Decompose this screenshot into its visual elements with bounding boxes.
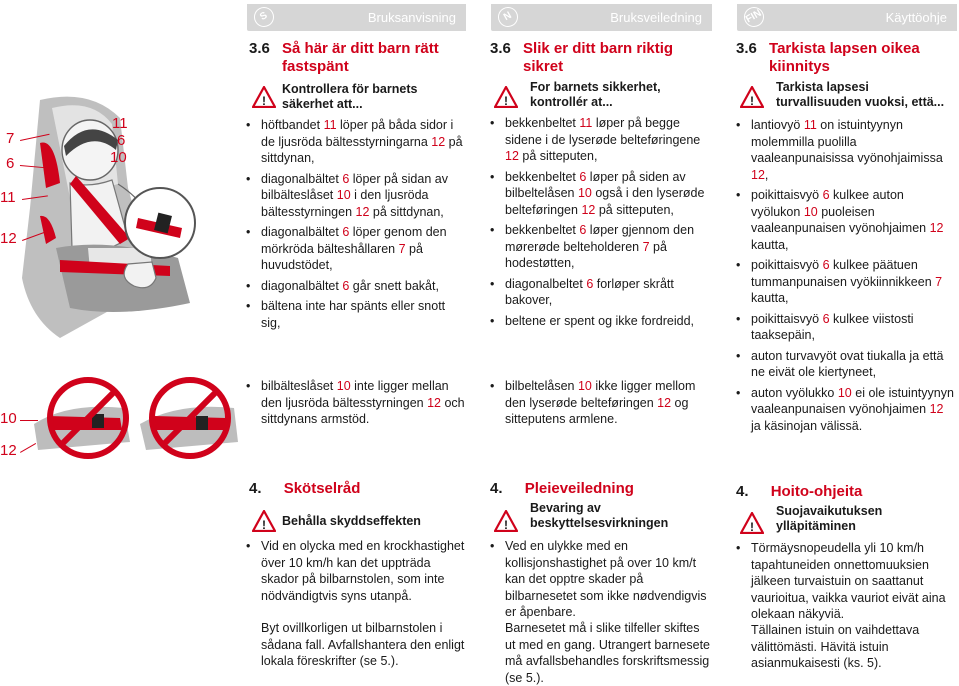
care-list-f4 xyxy=(734,540,956,623)
callout-11-inner: 11 xyxy=(112,115,128,132)
list-item: • bilbälteslåset 10 inte ligger mellan den ljusröda bältesstyrningen 12 och sittdynans armstöd. xyxy=(244,378,466,428)
care-note-n4: Barnesetet må i slike tilfeller skiftes ut med en gang. Utrangert barnesete må avfallsbehandles forskriftsmessig (se 5.). xyxy=(505,621,710,685)
warning-text: Behålla skyddseffekten xyxy=(282,514,421,528)
list-item: • poikittaisvyö 6 kulkee päätuen tummanpunaisen vyökiinnikkeen 7 kautta, xyxy=(734,257,956,307)
checklist-n36-lower xyxy=(488,378,712,432)
language-code-badge: FIN xyxy=(740,3,767,30)
section-number: 4. xyxy=(249,480,262,497)
section-heading: Skötselråd xyxy=(283,480,361,497)
warning-triangle-icon xyxy=(740,86,764,108)
callout-7: 7 xyxy=(6,130,15,147)
section-number: 3.6 xyxy=(490,40,511,57)
list-item: • bekkenbeltet 11 løper på begge sidene i de lyserøde belteføringene 12 på sitteputen, xyxy=(488,115,712,165)
list-item: • Vid en olycka med en krockhastighet över 10 km/h kan det uppträda skador på bilbarnstolen, som inte nödvändigtvis syns utanpå. xyxy=(244,538,466,604)
tab-swedish xyxy=(247,4,466,31)
callout-6-inner: 6 xyxy=(117,132,126,149)
list-item: • bekkenbeltet 6 løper gjennom den mørerøde belteholderen 7 på hodestøtten, xyxy=(488,222,712,272)
tab-norwegian xyxy=(491,4,712,31)
tab-label: Bruksveiledning xyxy=(610,10,702,25)
checklist-f36 xyxy=(734,117,956,438)
warning-triangle-icon xyxy=(494,86,518,108)
list-item: • höftbandet 11 löper på båda sidor i de ljusröda bältesstyrningarna 12 på sittdynan, xyxy=(244,117,466,167)
section-number: 4. xyxy=(736,483,749,500)
care-list-n4 xyxy=(488,538,712,621)
section-heading: Pleieveiledning xyxy=(524,480,634,497)
tab-label: Bruksanvisning xyxy=(367,10,456,25)
callout-6: 6 xyxy=(6,155,15,172)
callout-leader-line xyxy=(20,420,38,421)
section-heading: Tarkista lapsen oikea kiinnitys xyxy=(769,40,920,75)
list-item: • bältena inte har spänts eller snott sig, xyxy=(244,298,466,331)
section-number: 4. xyxy=(490,480,503,497)
tab-finnish xyxy=(737,4,957,31)
warning-text: Kontrollera för barnets säkerhet att... xyxy=(282,82,418,111)
callout-12: 12 xyxy=(0,230,17,247)
care-list-s4 xyxy=(244,538,466,604)
callout-12-bottom: 12 xyxy=(0,442,17,459)
svg-text:!: ! xyxy=(750,520,754,534)
svg-text:!: ! xyxy=(504,94,508,108)
incorrect-belt-illustration xyxy=(28,372,243,460)
svg-text:!: ! xyxy=(262,518,266,532)
callout-10: 10 xyxy=(0,410,17,427)
list-item: • bilbeltelåsen 10 ikke ligger mellom den lyserøde belteføringen 12 og sitteputens armlene. xyxy=(488,378,712,428)
section-title-n36 xyxy=(490,40,710,76)
care-note-s4: Byt ovillkorligen ut bilbarnstolen i sådana fall. Avfallshantera den enligt lokala föreskrifter (se 5.). xyxy=(261,621,465,668)
section-title-f36 xyxy=(736,40,956,76)
list-item: • Törmäysnopeudella yli 10 km/h tapahtuneiden onnettomuuksien jälkeen turvaistuin on saattanut vaurioitua, vaikka vauriot eivät aina olekaan näkyviä. xyxy=(734,540,956,623)
checklist-s36-lower xyxy=(244,378,466,432)
list-item: • auton vyölukko 10 ei ole istuintyynyn vaaleanpunaisen vyönohjaimen 12 ja käsinojan välissä. xyxy=(734,385,956,435)
care-note-f4: Tällainen istuin on vaihdettava välittömästi. Hävitä istuin asianmukaisesti (ks. 5). xyxy=(751,623,920,670)
section-heading: Slik er ditt barn riktig sikret xyxy=(523,40,674,75)
tab-label: Käyttöohje xyxy=(885,10,947,25)
section-heading: Hoito-ohjeita xyxy=(770,483,863,500)
checklist-n36 xyxy=(488,115,712,333)
checklist-s36 xyxy=(244,117,466,335)
language-code-badge: N xyxy=(494,3,521,30)
warning-triangle-icon xyxy=(494,510,518,532)
svg-text:!: ! xyxy=(750,94,754,108)
warning-text: For barnets sikkerhet, kontrollér at... xyxy=(530,80,661,109)
svg-text:!: ! xyxy=(504,518,508,532)
warning-text: Suojavaikutuksen ylläpitäminen xyxy=(776,504,883,533)
callout-11: 11 xyxy=(0,189,16,206)
warning-triangle-icon xyxy=(252,86,276,108)
list-item: • lantiovyö 11 on istuintyynyn molemmilla puolilla vaaleanpunaisissa vyönohjaimissa 12, xyxy=(734,117,956,183)
list-item: • diagonalbeltet 6 forløper skrått bakover, xyxy=(488,276,712,309)
warning-text: Bevaring av beskyttelsesvirkningen xyxy=(530,501,669,530)
list-item: • beltene er spent og ikke fordreidd, xyxy=(488,313,712,330)
section-heading: Så här är ditt barn rätt fastspänt xyxy=(282,40,439,75)
warning-triangle-icon xyxy=(740,512,764,534)
section-title-n4 xyxy=(490,480,710,498)
list-item: • diagonalbältet 6 löper genom den mörkröda bälteshållaren 7 på huvudstödet, xyxy=(244,224,466,274)
list-item: • diagonalbältet 6 löper på sidan av bilbälteslåset 10 i den ljusröda bältesstyrningen 12 på sittdynan, xyxy=(244,171,466,221)
warning-triangle-icon xyxy=(252,510,276,532)
list-item: • poikittaisvyö 6 kulkee viistosti taaksepäin, xyxy=(734,311,956,344)
callout-10-inner: 10 xyxy=(110,149,127,166)
section-title-s4 xyxy=(249,480,469,498)
section-title-s36 xyxy=(249,40,469,76)
section-title-f4 xyxy=(736,483,956,501)
warning-text: Tarkista lapsesi turvallisuuden vuoksi, että... xyxy=(776,80,945,109)
list-item: • poikittaisvyö 6 kulkee auton vyölukon 10 puoleisen vaaleanpunaisen vyönohjaimen 12 kautta, xyxy=(734,187,956,253)
list-item: • Ved en ulykke med en kollisjonshastighet på over 10 km/t kan det opptre skader på bilbarnesetet som ikke nødvendigvis er åpenbare. xyxy=(488,538,712,621)
section-number: 3.6 xyxy=(736,40,757,57)
list-item: • diagonalbältet 6 går snett bakåt, xyxy=(244,278,466,295)
language-code-badge: S xyxy=(250,3,277,30)
svg-text:!: ! xyxy=(262,94,266,108)
section-number: 3.6 xyxy=(249,40,270,57)
list-item: • bekkenbeltet 6 løper på siden av bilbeltelåsen 10 også i den lyserøde belteføringen 12 på sitteputen, xyxy=(488,169,712,219)
list-item: • auton turvavyöt ovat tiukalla ja että ne eivät ole kiertyneet, xyxy=(734,348,956,381)
